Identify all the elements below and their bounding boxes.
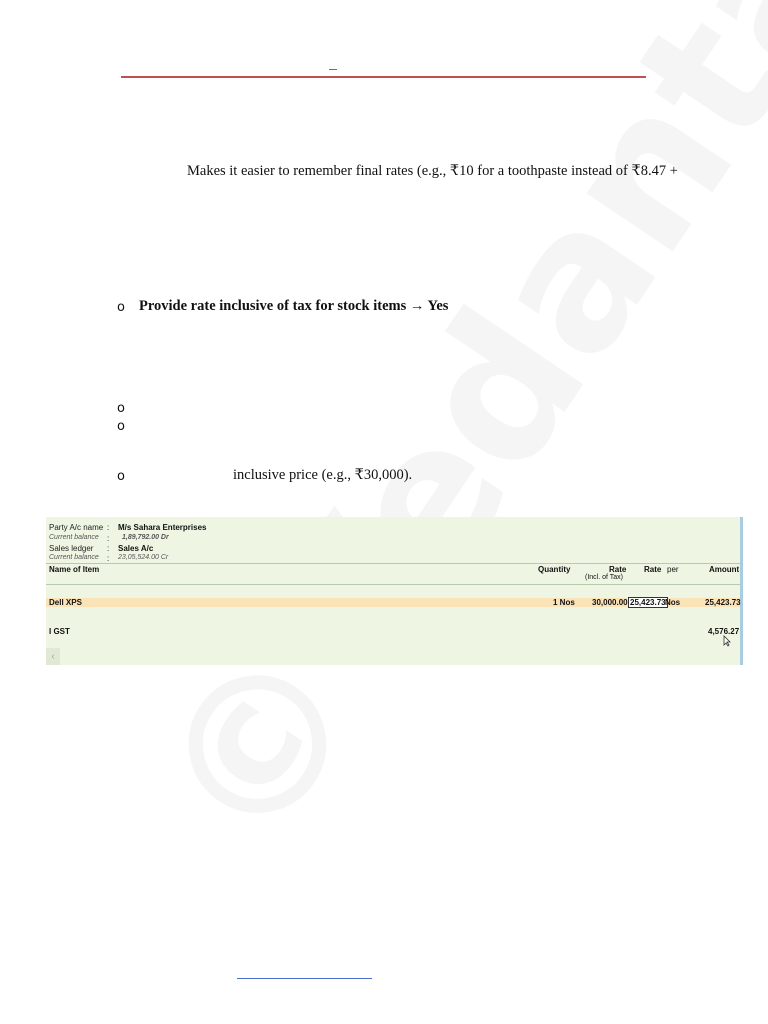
col-name-of-item: Name of Item	[49, 565, 100, 574]
item-rate-input[interactable]: 25,423.73	[630, 598, 666, 607]
current-balance2-value: 23,05,524.00 Cr	[118, 554, 169, 561]
bullet-last-text: inclusive price (e.g., ₹30,000).	[233, 467, 413, 483]
col-amount: Amount	[709, 565, 740, 574]
current-balance-sep: :	[107, 534, 110, 543]
tax-amount: 4,576.27	[708, 627, 740, 636]
tax-name[interactable]: I GST	[49, 627, 70, 636]
footer-link-underline	[237, 978, 372, 979]
sales-ledger-value: Sales A/c	[118, 544, 154, 553]
item-rate-incl[interactable]: 30,000.00	[592, 598, 628, 607]
bullet-4: o	[117, 469, 125, 484]
party-label: Party A/c name	[49, 523, 104, 532]
bullet-2: o	[117, 401, 125, 416]
header-mark	[329, 69, 337, 70]
bullet-3: o	[117, 419, 125, 434]
item-per[interactable]: Nos	[665, 598, 681, 607]
scroll-left-button[interactable]: ‹	[46, 648, 60, 665]
tally-voucher-screenshot	[46, 517, 743, 665]
current-balance-value: 1,89,792.00 Dr	[122, 534, 169, 541]
item-quantity[interactable]: 1 Nos	[553, 598, 575, 607]
bullet-bold-text: Provide rate inclusive of tax for stock items → Yes	[139, 298, 449, 314]
party-sep: :	[107, 523, 110, 532]
header-divider	[46, 563, 740, 564]
col-rate-incl: Rate	[609, 565, 627, 574]
col-rate: Rate	[644, 565, 662, 574]
current-balance2-label: Current balance	[49, 554, 99, 561]
panel-right-edge	[740, 517, 743, 665]
watermark	[33, 78, 768, 943]
bullet-1: o	[117, 300, 125, 315]
col-per: per	[667, 565, 679, 574]
col-quantity: Quantity	[538, 565, 571, 574]
sales-ledger-sep: :	[107, 544, 110, 553]
paragraph-line: Makes it easier to remember final rates (e.g., ₹10 for a toothpaste instead of ₹8.47 +	[187, 163, 678, 179]
party-value: M/s Sahara Enterprises	[118, 523, 207, 532]
current-balance2-sep: :	[107, 554, 110, 563]
current-balance-label: Current balance	[49, 534, 99, 541]
mouse-pointer-icon	[723, 635, 732, 647]
header-rule	[121, 76, 646, 78]
item-amount: 25,423.73	[705, 598, 741, 607]
item-name[interactable]: Dell XPS	[49, 598, 82, 607]
col-rate-incl-sub: (Incl. of Tax)	[585, 574, 623, 581]
sales-ledger-label: Sales ledger	[49, 544, 94, 553]
columns-divider	[46, 584, 740, 585]
